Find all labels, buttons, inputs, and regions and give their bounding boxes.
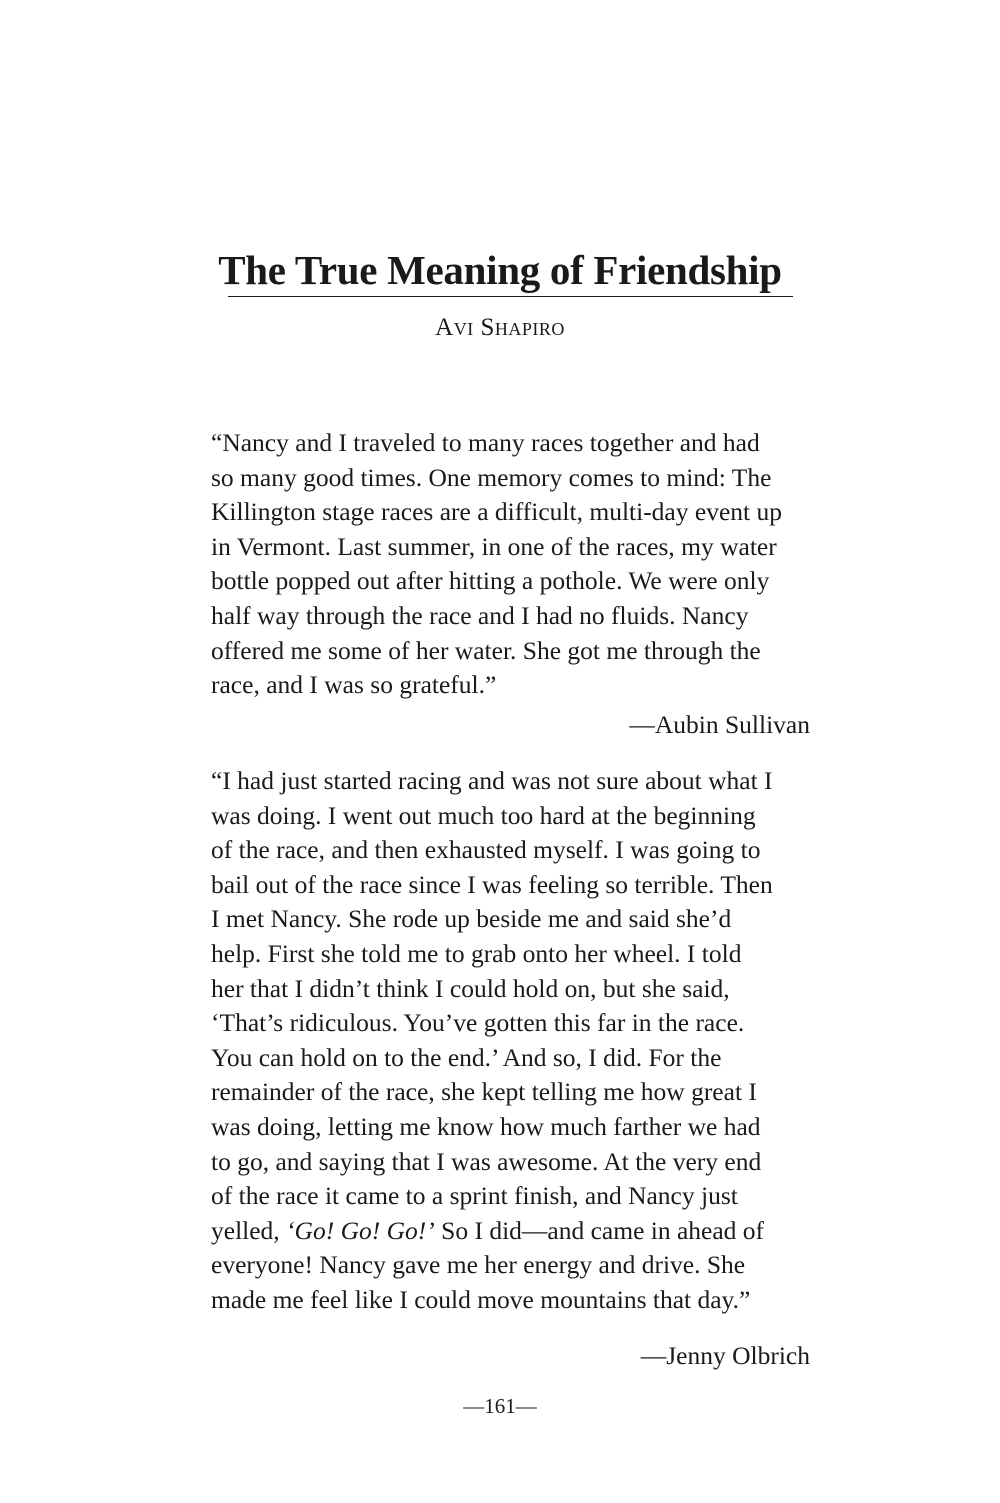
title-underline bbox=[228, 296, 793, 297]
quote-text: “I had just started racing and was not sure about what I was doing. I went out much too hard at the beginning of the race, and then exhausted myself. I was going to bail out of the race since I was feeling so terrible. Then I met Nancy. She rode up beside me and said she’d help. First she told me to grab onto her wheel. I told her that I didn’t think I could hold on, but she said, ‘That’s ridiculous. You’ve gotten this far in the race. You can hold on to the end.’ And so, I did. For the remainder of the race, she kept telling me how great I was doing, letting me know how much farther we had to go, and saying that I was awesome. At the very end of the race it came to a sprint finish, and Nancy just yelled, bbox=[211, 766, 773, 1245]
testimonial-attribution: —Aubin Sullivan bbox=[629, 710, 810, 739]
testimonial-attribution: —Jenny Olbrich bbox=[640, 1341, 810, 1370]
testimonial-quote: “Nancy and I traveled to many races together and had so many good times. One memory comes to mind: The Killington stage races are a difficult, multi-day event up in Vermont. Last summer, in one of the races, my water bottle popped out after hitting a pothole. We were only half way through the race and I had no fluids. Nancy offered me some of her water. She got me through the race, and I was so grateful.” bbox=[211, 428, 782, 700]
page-number: —161— bbox=[463, 1394, 537, 1418]
chapter-title: The True Meaning of Friendship bbox=[218, 247, 782, 293]
testimonial-quote bbox=[211, 764, 811, 1318]
quote-text: So I did—and came in ahead of everyone! Nancy gave me her energy and drive. She made me feel like I could move mountains that day.” bbox=[211, 1215, 765, 1314]
quote-italic-text: ‘Go! Go! Go!’ bbox=[286, 1215, 435, 1245]
author-name: Avi Shapiro bbox=[435, 314, 565, 341]
